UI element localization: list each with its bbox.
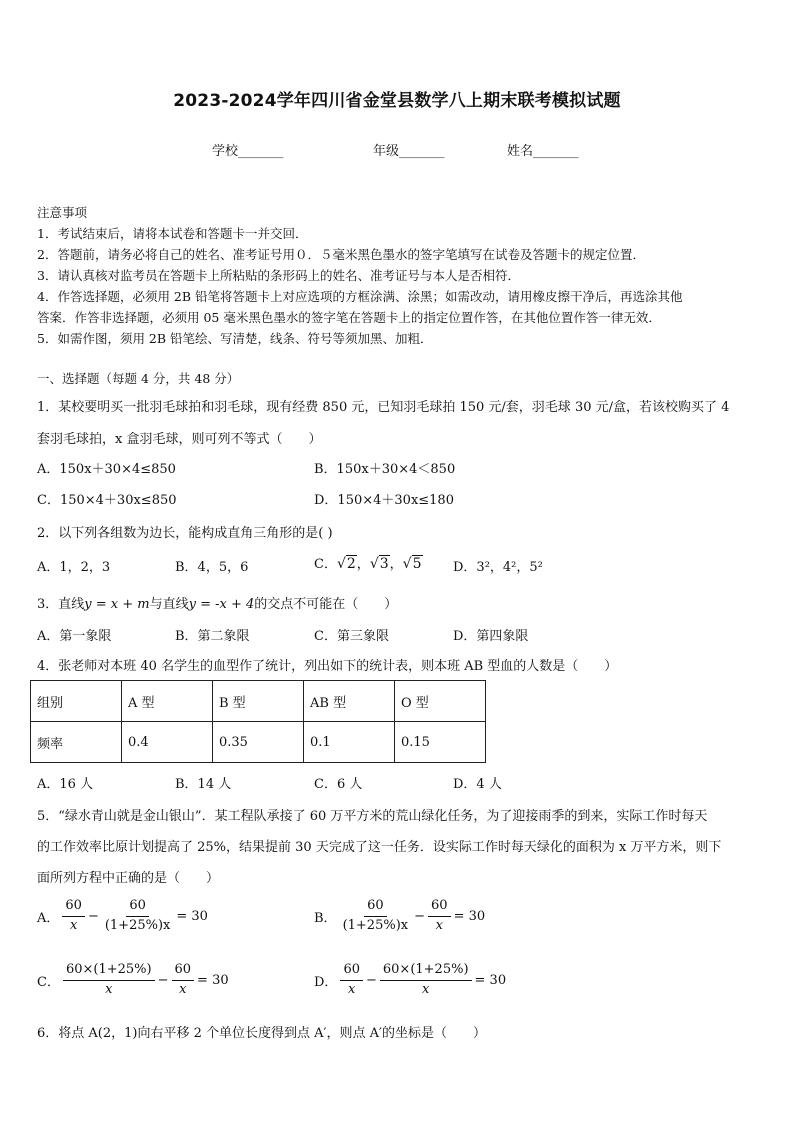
table-cell: 0.35 (213, 722, 304, 763)
fraction: $\frac{60}{x}$ (172, 963, 195, 998)
q1-option-b[interactable]: B．150x＋30×4＜850 (314, 462, 456, 477)
q5-option-c[interactable]: C． $\frac{60\times(1+25\%)}{x}$ − $\frac{60}{x}$ = 30 (37, 962, 229, 997)
q5-option-d[interactable]: D． $\frac{60}{x}$ − $\frac{60\times(1+25\%)}{x}$ = 30 (314, 962, 507, 997)
school-field[interactable]: 学校_______ (212, 144, 284, 159)
name-field[interactable]: 姓名_______ (507, 144, 579, 159)
q5-stem-line3: 面所列方程中正确的是（ ） (37, 871, 220, 886)
q3-stem: 3．直线y = x + m与直线y = -x + 4的交点不可能在（ ） (37, 597, 398, 612)
q2-option-c-label: C． (314, 557, 337, 572)
table-cell: 组别 (31, 681, 122, 722)
table-cell: A 型 (122, 681, 213, 722)
sqrt-5: √5 (402, 556, 422, 572)
fraction: $\frac{60}{x}$ (340, 963, 363, 998)
q4-stem: 4．张老师对本班 40 名学生的血型作了统计，列出如下的统计表，则本班 AB 型血的人数是（ ） (37, 659, 618, 674)
q4-option-c[interactable]: C．6 人 (314, 777, 363, 792)
q1-option-d[interactable]: D．150×4＋30x≤180 (314, 493, 454, 508)
q1-option-a[interactable]: A．150x＋30×4≤850 (37, 462, 176, 477)
q2-option-d[interactable]: D．3²，4²，5² (453, 560, 543, 575)
table-cell: O 型 (395, 681, 486, 722)
q2-stem: 2．以下列各组数为边长，能构成直角三角形的是( ) (37, 526, 333, 541)
q5-stem-line1: 5．“绿水青山就是金山银山”．某工程队承接了 60 万平方米的荒山绿化任务，为了迎接雨季的到来，实际工作时每天 (37, 809, 708, 824)
notes-heading: 注意事项 (37, 205, 88, 220)
grade-field[interactable]: 年级_______ (373, 144, 445, 159)
section-heading: 一、选择题（每题 4 分，共 48 分） (37, 371, 240, 386)
q3-option-a[interactable]: A．第一象限 (37, 629, 112, 644)
table-cell: 0.4 (122, 722, 213, 763)
q3-option-d[interactable]: D．第四象限 (453, 629, 529, 644)
note-item: 3．请认真核对监考员在答题卡上所粘贴的条形码上的姓名、准考证号与本人是否相符． (37, 268, 520, 283)
blood-type-table (30, 680, 486, 763)
q2-option-c[interactable]: C．√2，√3，√5 (314, 556, 422, 572)
q5-stem-line2: 的工作效率比原计划提高了 25%，结果提前 30 天完成了这一任务．设实际工作时每天绿化的面积为 x 万平方米，则下 (37, 840, 722, 855)
table-cell: 频率 (31, 722, 122, 763)
sqrt-2: √2 (336, 556, 356, 572)
note-item: 5．如需作图，须用 2B 铅笔绘、写清楚，线条、符号等须加黑、加粗． (37, 331, 433, 346)
table-row (31, 681, 486, 722)
fraction: $\frac{60\times(1+25\%)}{x}$ (63, 963, 155, 998)
fraction: $\frac{60}{x}$ (62, 899, 85, 934)
note-item: 4．作答选择题，必须用 2B 铅笔将答题卡上对应选项的方框涂满、涂黑；如需改动，请用橡皮擦干净后，再选涂其他 (37, 289, 683, 304)
q3-line-eq2: y = -x + 4 (188, 597, 255, 612)
q2-option-b[interactable]: B．4，5，6 (175, 560, 249, 575)
q6-stem: 6．将点 A(2，1)向右平移 2 个单位长度得到点 A′，则点 A′的坐标是（ ） (37, 1026, 486, 1041)
q1-stem-line2: 套羽毛球拍，x 盒羽毛球，则可列不等式（ ） (37, 432, 322, 447)
q3-option-c[interactable]: C．第三象限 (314, 629, 389, 644)
fraction: $\frac{60}{(1+25\%)x}$ (104, 898, 171, 933)
q4-option-b[interactable]: B．14 人 (175, 777, 232, 792)
table-cell: 0.1 (304, 722, 395, 763)
fraction: $\frac{60\times(1+25\%)}{x}$ (380, 963, 472, 998)
q5-option-a[interactable]: A． $\frac{60}{x}$ − $\frac{60}{(1+25\%)x}$ = 30 (37, 898, 208, 933)
table-cell: AB 型 (304, 681, 395, 722)
page-title: 2023-2024学年四川省金堂县数学八上期末联考模拟试题 (173, 91, 621, 111)
fraction: $\frac{60}{(1+25\%)x}$ (342, 898, 409, 933)
note-item: 2．答题前，请务必将自己的姓名、准考证号用０．５毫米黑色墨水的签字笔填写在试卷及答题卡的规定位置． (37, 247, 645, 262)
sqrt-3: √3 (369, 556, 389, 572)
q1-stem-line1: 1．某校要明买一批羽毛球拍和羽毛球，现有经费 850 元，已知羽毛球拍 150 元/套，羽毛球 30 元/盒，若该校购买了 4 (37, 400, 730, 415)
q3-line-eq1: y = x + m (84, 597, 150, 612)
note-item: 1．考试结束后，请将本试卷和答题卡一并交回． (37, 226, 308, 241)
table-cell: B 型 (213, 681, 304, 722)
q2-option-a[interactable]: A．1，2，3 (37, 560, 111, 575)
q3-option-b[interactable]: B．第二象限 (175, 629, 250, 644)
table-row (31, 722, 486, 763)
q5-option-b[interactable]: B． $\frac{60}{(1+25\%)x}$ − $\frac{60}{x}$ = 30 (314, 898, 486, 933)
table-cell: 0.15 (395, 722, 486, 763)
q4-option-a[interactable]: A．16 人 (37, 777, 94, 792)
note-item: 答案．作答非选择题，必须用 05 毫米黑色墨水的签字笔在答题卡上的指定位置作答，在其他位置作答一律无效． (37, 310, 661, 325)
fraction: $\frac{60}{x}$ (428, 899, 451, 934)
q1-option-c[interactable]: C．150×4＋30x≤850 (37, 493, 177, 508)
q4-option-d[interactable]: D．4 人 (453, 777, 502, 792)
